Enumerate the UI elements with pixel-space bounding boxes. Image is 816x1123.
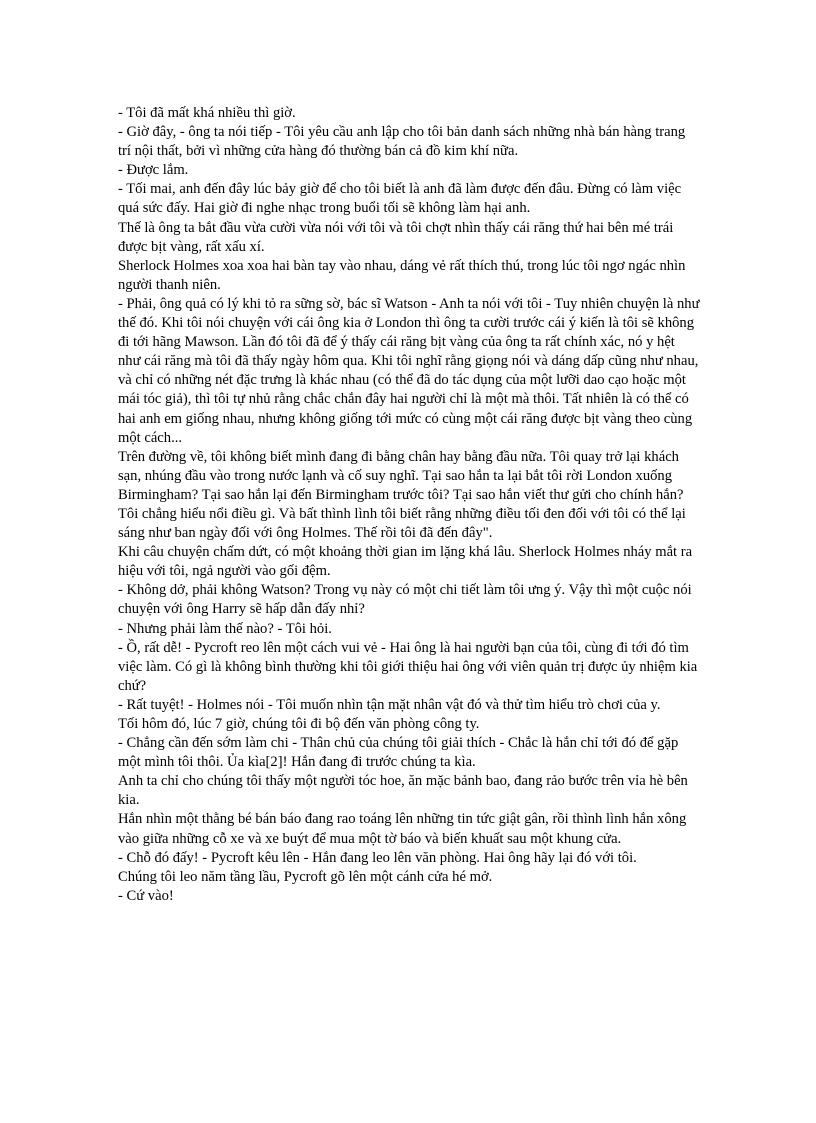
paragraph: Tối hôm đó, lúc 7 giờ, chúng tôi đi bộ đến văn phòng công ty. bbox=[118, 716, 480, 732]
paragraph: - Tôi đã mất khá nhiều thì giờ. bbox=[118, 105, 296, 121]
paragraph: Chúng tôi leo năm tầng lầu, Pycroft gõ lên một cánh cửa hé mở. bbox=[118, 868, 493, 885]
paragraph: - Chỗ đó đấy! - Pycroft kêu lên - Hắn đang leo lên văn phòng. Hai ông hãy lại đó với tôi. bbox=[118, 849, 637, 866]
paragraph: - Giờ đây, - ông ta nói tiếp - Tôi yêu cầu anh lập cho tôi bản danh sách những nhà bán hàng trang trí nội thất, bởi vì những cửa hàng đó thường bán cả đồ kim khí nữa. bbox=[118, 124, 686, 160]
paragraph: - Cứ vào! bbox=[118, 887, 174, 904]
paragraph: - Nhưng phải làm thế nào? - Tôi hỏi. bbox=[118, 620, 332, 637]
paragraph: - Không dở, phải không Watson? Trong vụ này có một chi tiết làm tôi ưng ý. Vậy thì một cuộc nói chuyện với ông Harry sẽ hấp dẫn đấy nhỉ? bbox=[118, 582, 692, 618]
paragraph: Khi câu chuyện chấm dứt, có một khoảng thời gian im lặng khá lâu. Sherlock Holmes nháy mắt ra hiệu với tôi, ngả người vào gối đệm. bbox=[118, 544, 693, 580]
document-page bbox=[118, 104, 700, 906]
paragraph: - Ồ, rất dễ! - Pycroft reo lên một cách vui vẻ - Hai ông là hai người bạn của tôi, cùng đi tới đó tìm việc làm. Có gì là không bình thường khi tôi giới thiệu hai ông với viên quản trị được ủy nhiệm kia chứ? bbox=[118, 639, 698, 694]
paragraph: Sherlock Holmes xoa xoa hai bàn tay vào nhau, dáng vẻ rất thích thú, trong lúc tôi ngơ ngác nhìn người thanh niên. bbox=[118, 257, 686, 293]
paragraph: Hắn nhìn một thằng bé bán báo đang rao toáng lên những tin tức giật gân, rồi thình lình hắn xông vào giữa những cỗ xe và xe buýt để mua một tờ báo và biến khuất sau một khung cửa. bbox=[118, 811, 687, 847]
paragraph: Anh ta chỉ cho chúng tôi thấy một người tóc hoe, ăn mặc bảnh bao, đang rảo bước trên vỉa hè bên kia. bbox=[118, 773, 688, 809]
paragraph: - Phải, ông quả có lý khi tỏ ra sững sờ, bác sĩ Watson - Anh ta nói với tôi - Tuy nhiên chuyện là như thế đó. Khi tôi nói chuyện với cái ông kia ở London thì ông ta cười trước cái ý kiến là tôi sẽ không đi tới hãng Mawson. Lần đó tôi đã để ý thấy cái răng bịt vàng của ông ta rất chính xác, nó y hệt như cái răng mà tôi đã thấy ngày hôm qua. Khi tôi nghĩ rằng giọng nói và dáng dấp cũng như nhau, và chỉ có những nét đặc trưng là khác nhau (có thể đã do tác dụng của một lưỡi dao cạo hoặc một mái tóc giả), thì tôi tự nhủ rằng chắc chắn đây hai người chỉ là một mà thôi. Tất nhiên là có thể có hai anh em giống nhau, nhưng không giống tới mức có cùng một cái răng được bịt vàng theo cùng một cách... bbox=[118, 295, 700, 446]
paragraph: - Rất tuyệt! - Holmes nói - Tôi muốn nhìn tận mặt nhân vật đó và thử tìm hiểu trò chơi của y. bbox=[118, 696, 661, 713]
paragraph: - Tối mai, anh đến đây lúc bảy giờ để cho tôi biết là anh đã làm được đến đâu. Đừng có làm việc quá sức đấy. Hai giờ đi nghe nhạc trong buổi tối sẽ không làm hại anh. bbox=[118, 181, 682, 217]
paragraph: Trên đường về, tôi không biết mình đang đi bằng chân hay bằng đầu nữa. Tôi quay trở lại khách sạn, nhúng đầu vào trong nước lạnh và cố suy nghĩ. Tại sao hắn ta lại bắt tôi rời London xuống Birmingham? Tại sao hắn lại đến Birmingham trước tôi? Tại sao hắn viết thư gửi cho chính hắn? Tôi chẳng hiểu nổi điều gì. Và bất thình lình tôi biết rằng những điều tối đen đối với tôi có thể lại sáng như ban ngày đối với ông Holmes. Thế rồi tôi đã đến đây". bbox=[118, 448, 686, 542]
paragraph: Thế là ông ta bắt đầu vừa cười vừa nói với tôi và tôi chợt nhìn thấy cái răng thứ hai bên mé trái được bịt vàng, rất xấu xí. bbox=[118, 219, 674, 255]
paragraph: - Được lắm. bbox=[118, 162, 189, 179]
paragraph: - Chẳng cần đến sớm làm chi - Thân chủ của chúng tôi giải thích - Chắc là hắn chỉ tới đó để gặp một mình tôi thôi. Ủa kìa[2]! Hắn đang đi trước chúng ta kìa. bbox=[118, 735, 679, 771]
